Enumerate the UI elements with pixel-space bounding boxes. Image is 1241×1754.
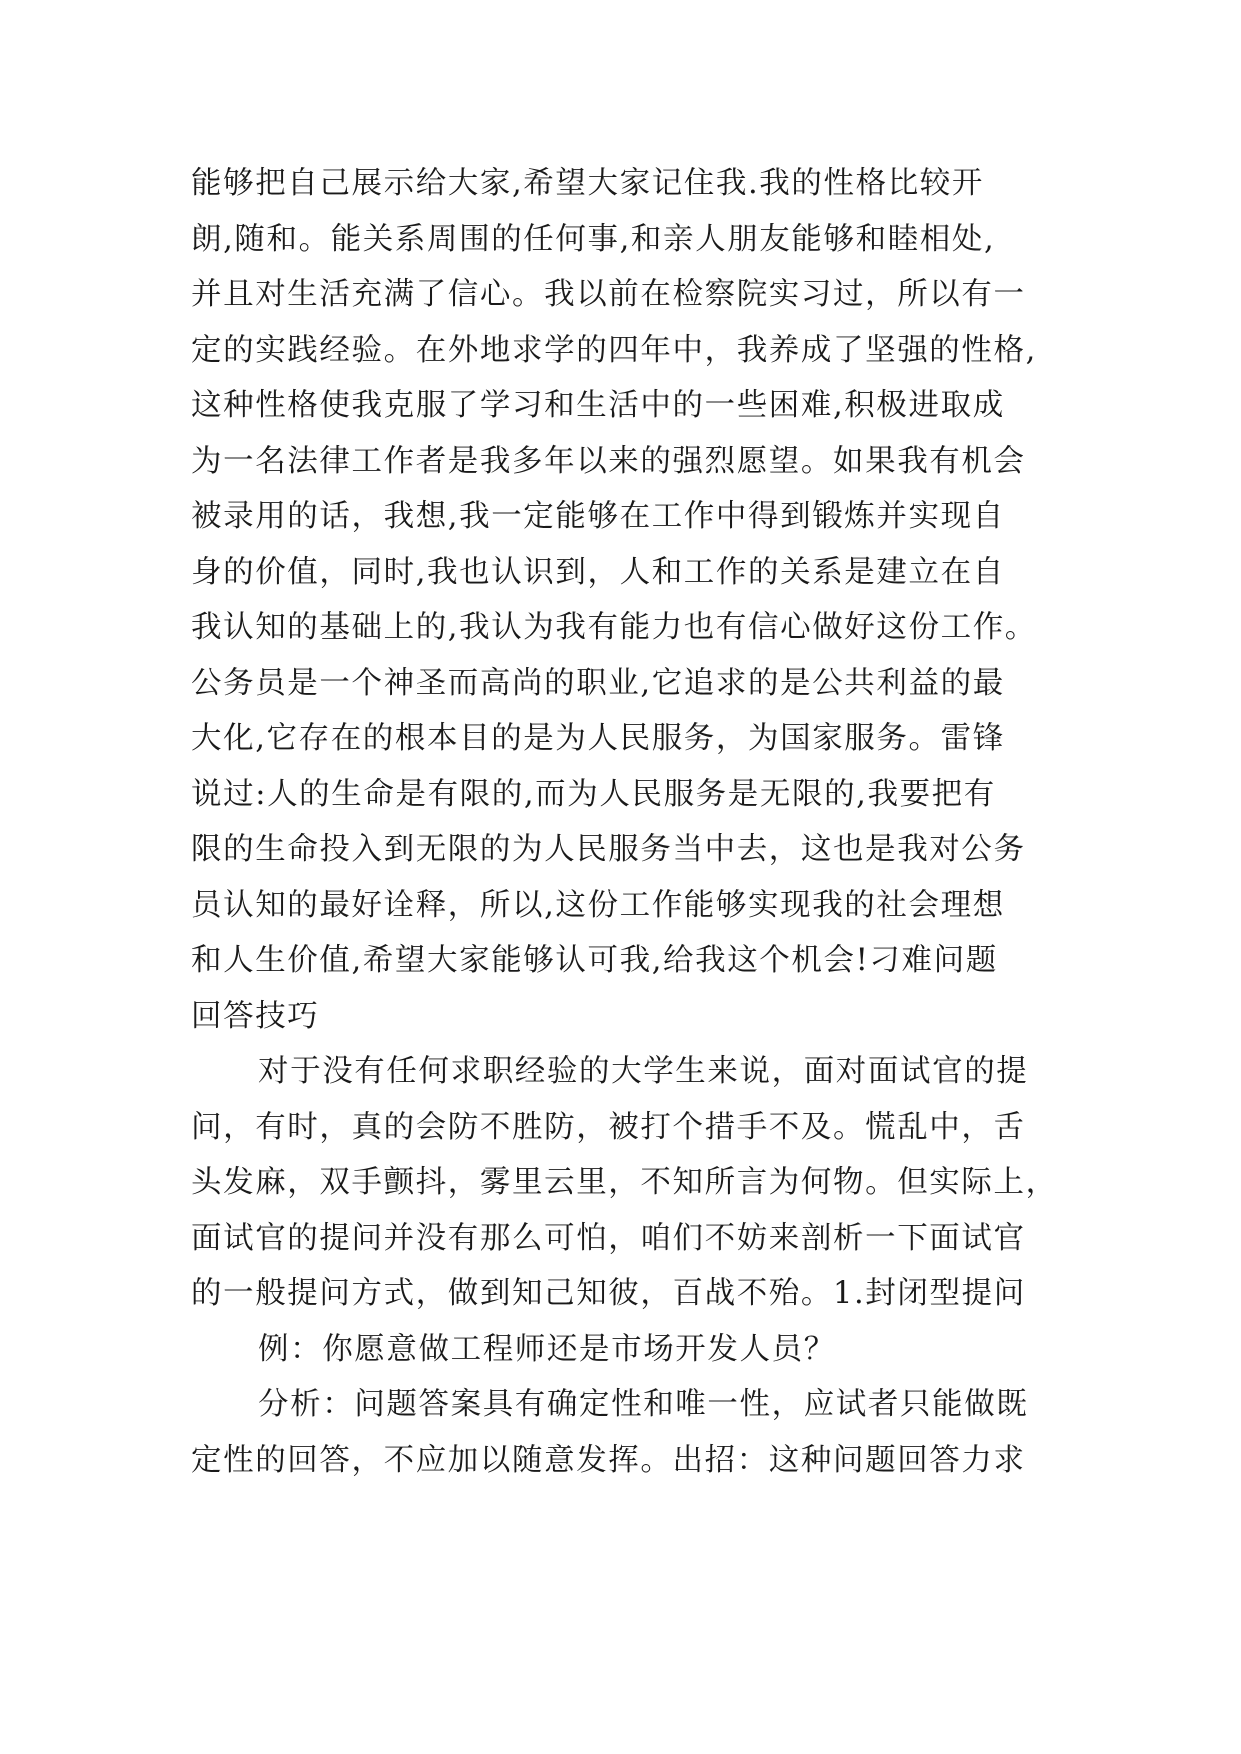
text-line: 大化,它存在的根本目的是为人民服务，为国家服务。雷锋 xyxy=(191,721,1005,756)
text-line: 限的生命投入到无限的为人民服务当中去，这也是我对公务 xyxy=(191,832,1026,867)
text-line: 对于没有任何求职经验的大学生来说，面对面试官的提 xyxy=(258,1054,1029,1089)
text-line: 定性的回答，不应加以随意发挥。出招：这种问题回答力求 xyxy=(191,1443,1026,1478)
text-line: 分析：问题答案具有确定性和唯一性，应试者只能做既 xyxy=(258,1387,1029,1422)
text-line: 面试官的提问并没有那么可怕，咱们不妨来剖析一下面试官 xyxy=(191,1221,1026,1256)
text-line: 能够把自己展示给大家,希望大家记住我.我的性格比较开 xyxy=(191,166,984,201)
text-line: 我认知的基础上的,我认为我有能力也有信心做好这份工作。 xyxy=(191,610,1037,645)
text-line: 公务员是一个神圣而高尚的职业,它追求的是公共利益的最 xyxy=(191,666,1005,701)
text-line: 说过:人的生命是有限的,而为人民服务是无限的,我要把有 xyxy=(191,777,996,812)
text-line: 头发麻，双手颤抖，雾里云里，不知所言为何物。但实际上， xyxy=(191,1165,1058,1200)
text-line: 例：你愿意做工程师还是市场开发人员？ xyxy=(258,1332,836,1367)
text-line: 的一般提问方式，做到知己知彼，百战不殆。1.封闭型提问 xyxy=(191,1276,1026,1311)
text-line: 这种性格使我克服了学习和生活中的一些困难,积极进取成 xyxy=(191,388,1005,423)
text-line: 为一名法律工作者是我多年以来的强烈愿望。如果我有机会 xyxy=(191,444,1026,479)
text-line: 朗,随和。能关系周围的任何事,和亲人朋友能够和睦相处, xyxy=(191,222,996,257)
text-line: 问，有时，真的会防不胜防，被打个措手不及。慌乱中，舌 xyxy=(191,1110,1026,1145)
text-line: 并且对生活充满了信心。我以前在检察院实习过，所以有一 xyxy=(191,277,1026,312)
text-line: 定的实践经验。在外地求学的四年中，我养成了坚强的性格, xyxy=(191,333,1037,368)
text-line: 回答技巧 xyxy=(191,999,320,1034)
text-line: 身的价值，同时,我也认识到，人和工作的关系是建立在自 xyxy=(191,555,1005,590)
text-line: 和人生价值,希望大家能够认可我,给我这个机会!刁难问题 xyxy=(191,943,998,978)
text-line: 被录用的话，我想,我一定能够在工作中得到锻炼并实现自 xyxy=(191,499,1005,534)
text-line: 员认知的最好诠释，所以,这份工作能够实现我的社会理想 xyxy=(191,888,1005,923)
